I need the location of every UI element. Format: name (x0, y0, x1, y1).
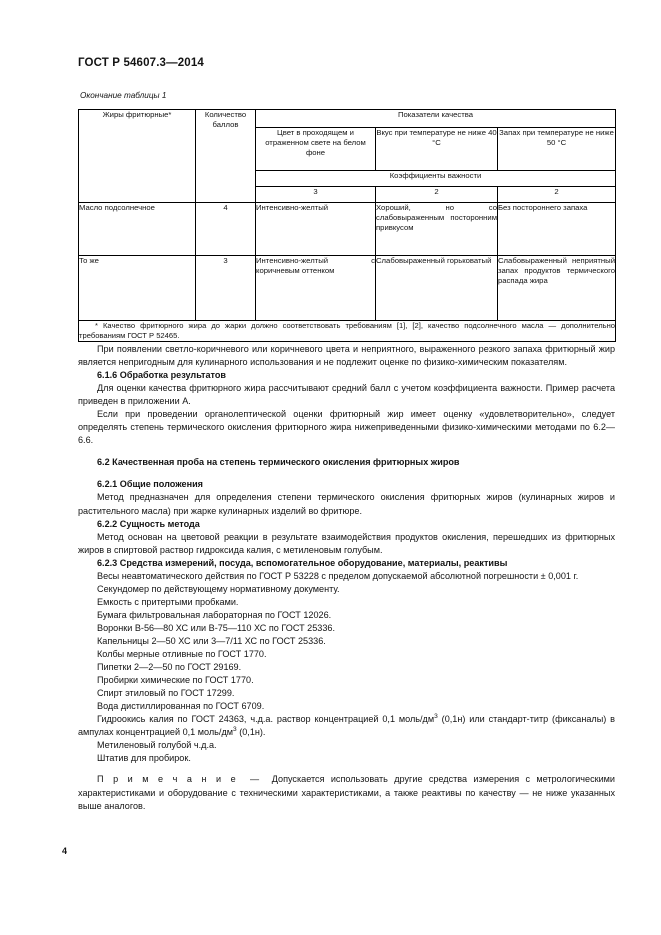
coef-value-color: 3 (256, 187, 376, 203)
note-dash: — (249, 774, 260, 785)
cell-taste: Слабовыраженный горьковатый (376, 256, 498, 321)
cell-color: Интенсивно-желтый (256, 203, 376, 256)
koh-text-part2: (0,1н) или стандарт-титр (фиксаналы) в ампулах концентрацией 0,1 моль/дм (78, 714, 615, 738)
cell-smell: Без постороннего запаха (498, 203, 616, 256)
equipment-item: Бумага фильтровальная лабораторная по ГОСТ 12026. (97, 609, 332, 620)
equipment-item: Вода дистиллированная по ГОСТ 6709. (97, 701, 265, 712)
cell-score: 3 (196, 256, 256, 321)
header-sub-smell: Запах при температуре не ниже 50 °С (498, 128, 616, 171)
equipment-item: Метиленовый голубой ч.д.а. (97, 740, 217, 751)
paragraph-average-score: Для оценки качества фритюрного жира рассчитывают средний балл с учетом коэффициента важности. Пример расчета приведен в приложении А. (78, 383, 615, 407)
table-footnote-row (79, 321, 616, 342)
heading-6-2-3: 6.2.3 Средства измерений, посуда, вспомогательное оборудование, материалы, реактивы (97, 557, 508, 568)
equipment-item: Капельницы 2—50 ХС или 3—7/11 ХС по ГОСТ 25336. (97, 635, 326, 646)
equipment-item: Колбы мерные отливные по ГОСТ 1770. (97, 649, 267, 660)
table-header-row-group (79, 110, 616, 128)
footnote-text: * Качество фритюрного жира до жарки должно соответствовать требованиям [1], [2], качество подсолнечного масла — дополнительно требованиям ГОСТ Р 52465. (79, 321, 616, 341)
cell-color: Интенсивно-желтый с коричневым оттенком (256, 256, 376, 321)
note-label: П р и м е ч а н и е (97, 774, 238, 785)
header-group-quality: Показатели качества (256, 110, 616, 128)
equipment-item: Емкость с притертыми пробками. (97, 596, 239, 607)
heading-6-1-6: 6.1.6 Обработка результатов (97, 370, 226, 381)
equipment-item: Секундомер по действующему нормативному документу. (97, 583, 340, 594)
heading-6-2-2: 6.2.2 Сущность метода (97, 518, 200, 529)
equipment-item: Пипетки 2—2—50 по ГОСТ 29169. (97, 662, 242, 673)
paragraph-organoleptic-unfit: При появлении светло-коричневого или коричневого цвета и неприятного, выраженного резкого запаха фритюрный жир является непригодным для кулинарного использования и не подлежит оценке по физико-химическим показателям. (78, 344, 615, 368)
note-block (78, 773, 615, 812)
note-spacer (78, 765, 615, 773)
standard-header: ГОСТ Р 54607.3—2014 (78, 57, 204, 69)
coef-value-taste: 2 (376, 187, 498, 203)
koh-superscript-2: 3 (233, 726, 237, 734)
equipment-item: Штатив для пробирок. (97, 753, 191, 764)
header-sub-taste: Вкус при температуре не ниже 40 °С (376, 128, 498, 171)
table-caption: Окончание таблицы 1 (80, 91, 167, 100)
equipment-item: Воронки В-56—80 ХС или В-75—110 ХС по ГОСТ 25336. (97, 622, 335, 633)
equipment-item: Пробирки химические по ГОСТ 1770. (97, 675, 254, 686)
table-row (79, 203, 616, 256)
header-col-score: Количество баллов (196, 110, 256, 203)
page-number: 4 (62, 846, 68, 856)
equipment-item: Спирт этиловый по ГОСТ 17299. (97, 688, 235, 699)
paragraph-method-purpose: Метод предназначен для определения степени термического окисления фритюрных жиров (кулинарных жиров и растительного масла) при жарке кулинарных изделий во фритюре. (78, 492, 615, 516)
koh-text-part1: Гидроокись калия по ГОСТ 24363, ч.д.а. раствор концентрацией 0,1 моль/дм (97, 714, 435, 725)
quality-table (78, 109, 616, 342)
table-footnote (79, 321, 616, 342)
koh-text-part3: (0,1н). (236, 727, 266, 738)
cell-fat-name: То же (79, 256, 196, 321)
paragraph-method-essence: Метод основан на цветовой реакции в результате взаимодействия продуктов окисления, перешедших из фритюрных жиров в спиртовой раствор гидроксида калия, с метиленовым голубым. (78, 531, 615, 555)
paragraph-potassium-hydroxide (78, 713, 615, 739)
paragraph-scales: Весы неавтоматического действия по ГОСТ Р 53228 с пределом допускаемой абсолютной погрешности ± 0,001 г. (97, 570, 579, 581)
header-coefficients-title: Коэффициенты важности (256, 171, 616, 187)
heading-6-2: 6.2 Качественная проба на степень термического окисления фритюрных жиров (97, 457, 460, 468)
cell-smell: Слабовыраженный неприятный запах продуктов термического распада жира (498, 256, 616, 321)
heading-6-2-1: 6.2.1 Общие положения (97, 479, 203, 490)
note-text: Допускается использовать другие средства измерения с метрологическими характеристиками и оборудование с техническими характеристиками, а также реактивы по качеству — не ниже указанных выше аналогов. (78, 774, 616, 811)
quality-table-wrapper (78, 109, 615, 342)
cell-fat-name: Масло подсолнечное (79, 203, 196, 256)
header-sub-color: Цвет в проходящем и отраженном свете на белом фоне (256, 128, 376, 171)
cell-taste: Хороший, но со слабовыраженным посторонним привкусом (376, 203, 498, 256)
paragraph-satisfactory-rating: Если при проведении органолептической оценки фритюрный жир имеет оценку «удовлетворительно», следует определять степень термического окисления фритюрного жира нижеприведенными физико-химическими методами по 6.2—6.6. (78, 409, 615, 446)
table-row (79, 256, 616, 321)
koh-superscript-1: 3 (434, 713, 438, 721)
coef-value-smell: 2 (498, 187, 616, 203)
header-col-name: Жиры фритюрные* (79, 110, 196, 203)
body-text-section (78, 343, 615, 813)
cell-score: 4 (196, 203, 256, 256)
